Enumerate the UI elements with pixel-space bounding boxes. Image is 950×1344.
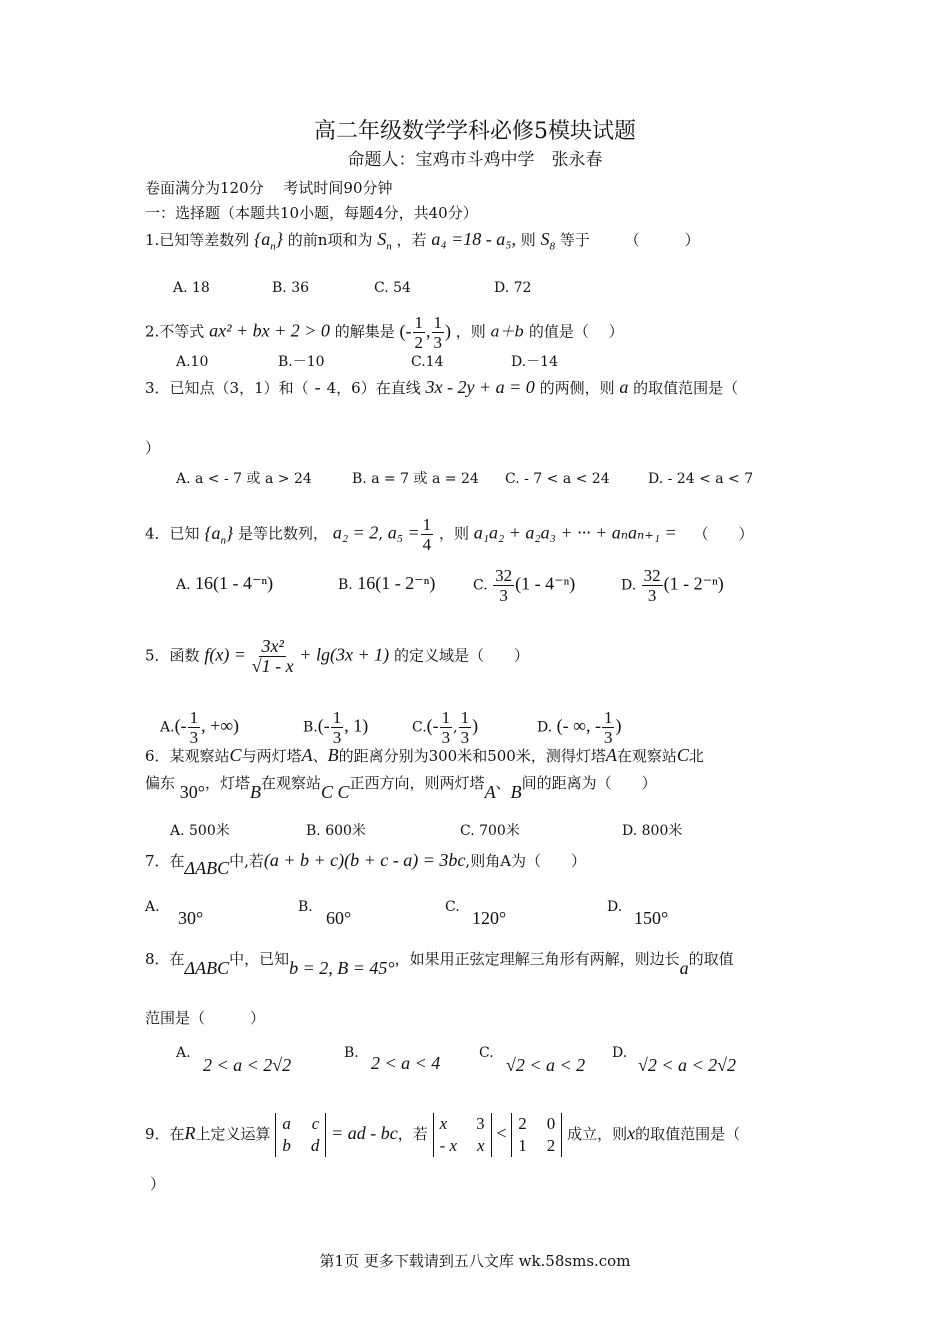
q8-option-b: B.: [344, 1045, 359, 1061]
question-6-line1: 6．某观察站C与两灯塔A、B的距离分别为300米和500米，测得灯塔A在观察站C北: [145, 745, 704, 765]
q8-option-a: A.: [176, 1045, 191, 1061]
q8-value-d: √2 < a < 2√2: [638, 1055, 737, 1075]
q7-value-c: 120°: [472, 908, 507, 928]
q1-seq: $\{a_n\}$: [254, 229, 283, 253]
q4-sum: a₁a₂ + a₂a₃ + ··· + aₙaₙ₊₁ =: [473, 522, 677, 543]
q7-value-b: 60°: [326, 908, 352, 928]
exam-info: 卷面满分为120分 考试时间90分钟: [145, 179, 393, 197]
q6-option-c: C. 700米: [460, 823, 520, 839]
q8-option-d: D.: [612, 1045, 628, 1061]
q1-option-c: C. 54: [374, 280, 411, 296]
q9-determinant-2: x 3 - x x: [433, 1113, 492, 1157]
q2-solution-set: (- $\frac{1}{2}$ , $\frac{1}{3}$ ): [399, 313, 451, 352]
question-8: 8．在ΔABC中，已知b = 2, B = 45°，如果用正弦定理解三角形有两解，则边长a的取值: [145, 950, 734, 978]
q2-option-d: D.－14: [511, 354, 558, 370]
q8-line2: 范围是（ ）: [145, 1009, 266, 1027]
q1-option-d: D. 72: [494, 280, 532, 296]
q1-condition: a₄ =18 - a₅,: [431, 229, 516, 249]
q4-option-d: D. $\frac{32}{3}$ (1 - 2⁻ⁿ): [621, 566, 724, 605]
q3-option-c: C. - 7 < a < 24: [505, 471, 610, 487]
question-2: 2.不等式 ax² + bx + 2 > 0 的解集是 (- $\frac{1}{2}$ , $\frac{1}{3}$ ) ，则 a＋b 的值是（ ）: [145, 313, 624, 352]
q1-text: 1.已知等差数列: [145, 231, 250, 249]
q5-option-a: A.(- $\frac{1}{3}$ , +∞): [160, 708, 240, 747]
question-1: 1.已知等差数列 $\{a_n\}$ 的前n项和为 $S_n$ ，若 a₄ =18 - a₅, 则 $S_8$ 等于 （ ）: [145, 229, 700, 253]
author-line: 命题人：宝鸡市斗鸡中学 张永春: [347, 150, 603, 170]
q7-value-d: 150°: [634, 908, 669, 928]
q8-value-c: √2 < a < 2: [506, 1055, 586, 1075]
q7-option-b: B.: [298, 899, 313, 915]
q2-option-c: C.14: [411, 354, 444, 370]
q2-option-b: B.－10: [278, 354, 325, 370]
question-3: 3．已知点（3，1）和（ - 4，6）在直线 3x - 2y + a = 0 的两侧，则 a 的取值范围是（: [145, 377, 739, 397]
page-title: 高二年级数学学科必修5模块试题: [314, 119, 636, 144]
q9-determinant-1: a c b d: [275, 1113, 326, 1157]
q6-option-b: B. 600米: [306, 823, 366, 839]
question-9: 9．在R上定义运算 a c b d = ad - bc，若 x 3 - x x < 2 0 1 2 成立，则x的取值范围是（: [145, 1114, 741, 1155]
q1-sn: $S_n$: [377, 229, 392, 253]
question-5: 5．函数 f(x) = $\frac{\text{3x²}}{√1 - x}$ + lg(3x + 1) 的定义域是（ ）: [145, 636, 529, 676]
q8-value-b: 2 < a < 4: [371, 1053, 441, 1073]
q9-determinant-3: 2 0 1 2: [511, 1113, 562, 1157]
q4-option-b: B. 16(1 - 2⁻ⁿ): [338, 573, 436, 593]
question-6-line2: 偏东 30°，灯塔B在观察站C C正西方向，则两灯塔A、B间的距离为（ ）: [145, 774, 657, 802]
q3-option-a: A. a < - 7 或 a > 24: [176, 471, 312, 487]
q5-fraction: $\frac{\text{3x²}}{√1 - x}$: [251, 636, 294, 676]
q7-option-d: D.: [607, 899, 623, 915]
q1-option-b: B. 36: [272, 280, 310, 296]
q3-option-b: B. a = 7 或 a = 24: [352, 471, 479, 487]
q8-option-c: C.: [479, 1045, 494, 1061]
section-heading: 一：选择题（本题共10小题，每题4分，共40分）: [145, 204, 478, 222]
q7-value-a: 30°: [178, 908, 204, 928]
q8-value-a: 2 < a < 2√2: [203, 1055, 292, 1075]
q3-option-d: D. - 24 < a < 7: [648, 471, 754, 487]
q4-option-a: A. 16(1 - 4⁻ⁿ): [176, 573, 274, 593]
q1-s8: $S_8$: [540, 229, 556, 253]
page-footer: 第1页 更多下载请到五八文库 wk.58sms.com: [319, 1252, 631, 1270]
q4-option-c: C. $\frac{32}{3}$ (1 - 4⁻ⁿ): [473, 566, 576, 605]
q9-close-paren: ）: [150, 1175, 166, 1193]
q7-option-c: C.: [445, 899, 460, 915]
q1-option-a: A. 18: [173, 280, 210, 296]
q3-line: 3x - 2y + a = 0: [425, 377, 535, 397]
q5-option-b: B.(- $\frac{1}{3}$ , 1): [303, 708, 369, 747]
q6-option-d: D. 800米: [622, 823, 683, 839]
q3-close-paren: ）: [145, 439, 161, 457]
q2-option-a: A.10: [176, 354, 209, 370]
question-7: 7．在ΔABC中,若(a + b + c)(b + c - a) = 3bc,则角A为（ ）: [145, 850, 587, 878]
q6-option-a: A. 500米: [170, 823, 230, 839]
q7-option-a: A.: [145, 899, 160, 915]
q5-option-c: C.(- $\frac{1}{3}$ , $\frac{1}{3}$ ): [412, 708, 479, 747]
q2-inequality: ax² + bx + 2 > 0: [209, 320, 330, 341]
q5-option-d: D. (- ∞, - $\frac{1}{3}$ ): [537, 708, 622, 747]
question-4: 4．已知 $\{a_n\}$ 是等比数列， a₂ = 2, a₅ = $\frac{1}{4}$ ，则 a₁a₂ + a₂a₃ + ··· + aₙaₙ₊₁ = （ ）: [145, 515, 754, 554]
